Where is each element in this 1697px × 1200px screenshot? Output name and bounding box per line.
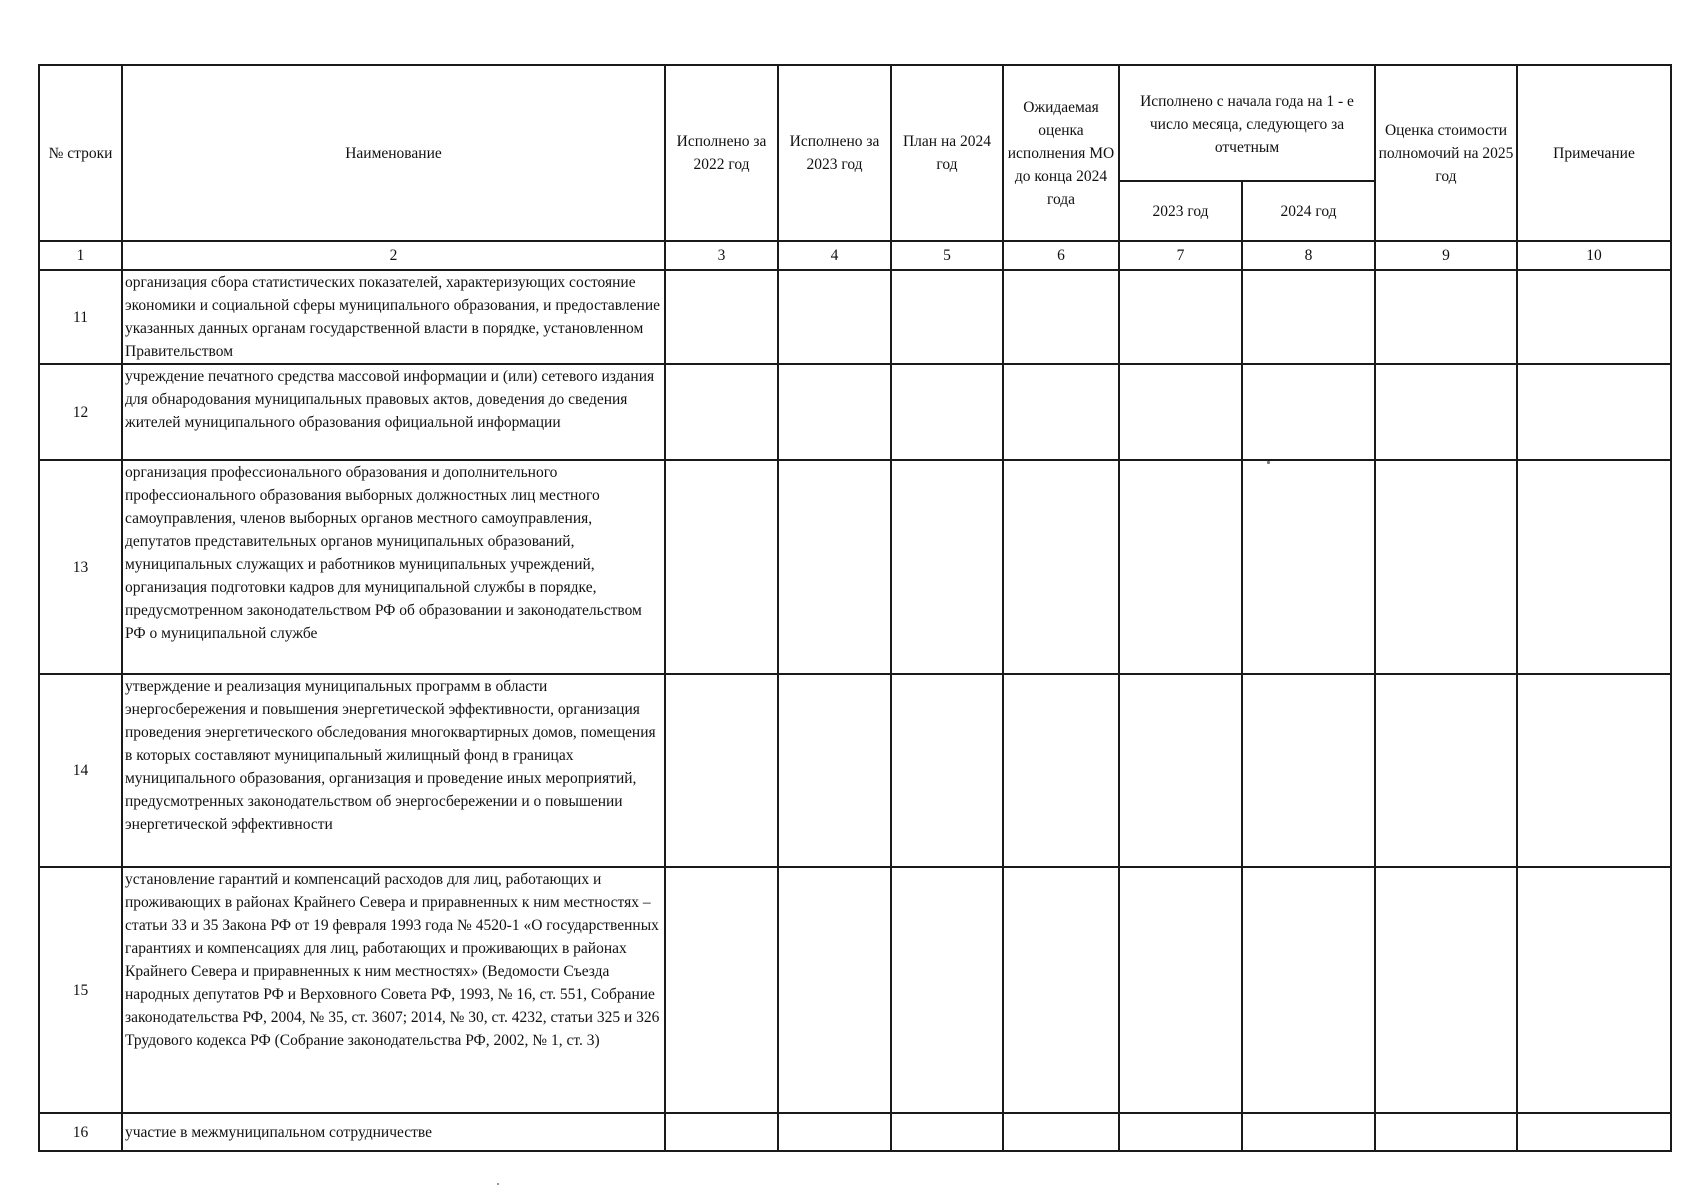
- header-row-no: № строки: [39, 65, 122, 241]
- cell-since-2024: [1242, 674, 1375, 867]
- cell-expected: [1003, 867, 1119, 1113]
- table-row: [39, 364, 1671, 460]
- cell-done-2023: [778, 1113, 891, 1151]
- cell-cost-2025: [1375, 460, 1517, 674]
- row-name: участие в межмуниципальном сотрудничестве: [122, 1113, 665, 1151]
- cell-cost-2025: [1375, 1113, 1517, 1151]
- cell-cost-2025: [1375, 270, 1517, 364]
- cell-done-2022: [665, 270, 778, 364]
- cell-plan-2024: [891, 1113, 1003, 1151]
- row-number: 13: [39, 460, 122, 674]
- column-index-4: 4: [778, 241, 891, 270]
- cell-since-2024: [1242, 364, 1375, 460]
- table-row: [39, 674, 1671, 867]
- cell-note: [1517, 1113, 1671, 1151]
- cell-done-2023: [778, 867, 891, 1113]
- cell-since-2024: [1242, 270, 1375, 364]
- cell-note: [1517, 270, 1671, 364]
- cell-plan-2024: [891, 270, 1003, 364]
- cell-expected: [1003, 270, 1119, 364]
- row-name: утверждение и реализация муниципальных программ в области энергосбережения и повышения энергетической эффективности, организация проведения энергетического обследования многоквартирных домов, помещения в которых составляют муниципальный жилищный фонд в границах муниципального образования, организация и проведение иных мероприятий, предусмотренных законодательством об энергосбережении и о повышении энергетической эффективности: [122, 674, 665, 867]
- row-name: установление гарантий и компенсаций расходов для лиц, работающих и проживающих в районах Крайнего Севера и приравненных к ним местностях – статьи 33 и 35 Закона РФ от 19 февраля 1993 года № 4520-1 «О государственных гарантиях и компенсациях для лиц, работающих и проживающих в районах Крайнего Севера и приравненных к ним местностях» (Ведомости Съезда народных депутатов РФ и Верховного Совета РФ, 1993, № 16, ст. 551, Собрание законодательства РФ, 2004, № 35, ст. 3607; 2014, № 30, ст. 4232, статьи 325 и 326 Трудового кодекса РФ (Собрание законодательства РФ, 2002, № 1, ст. 3): [122, 867, 665, 1113]
- cell-cost-2025: [1375, 364, 1517, 460]
- scan-speck: [497, 1183, 499, 1185]
- municipal-powers-table: [38, 64, 1672, 1152]
- header-since-2023: 2023 год: [1119, 181, 1242, 241]
- cell-done-2022: [665, 1113, 778, 1151]
- column-index-8: 8: [1242, 241, 1375, 270]
- column-index-3: 3: [665, 241, 778, 270]
- cell-done-2023: [778, 364, 891, 460]
- cell-since-2023: [1119, 674, 1242, 867]
- cell-since-2024: [1242, 460, 1375, 674]
- header-done-2023: Исполнено за 2023 год: [778, 65, 891, 241]
- cell-since-2023: [1119, 867, 1242, 1113]
- header-plan-2024: План на 2024 год: [891, 65, 1003, 241]
- row-number: 11: [39, 270, 122, 364]
- cell-expected: [1003, 460, 1119, 674]
- cell-note: [1517, 674, 1671, 867]
- cell-note: [1517, 867, 1671, 1113]
- cell-note: [1517, 460, 1671, 674]
- header-since-start: Исполнено с начала года на 1 - е число месяца, следующего за отчетным: [1119, 65, 1375, 181]
- cell-since-2024: [1242, 1113, 1375, 1151]
- cell-done-2022: [665, 867, 778, 1113]
- cell-note: [1517, 364, 1671, 460]
- header-name: Наименование: [122, 65, 665, 241]
- row-number: 15: [39, 867, 122, 1113]
- header-note: Примечание: [1517, 65, 1671, 241]
- scan-speck: [1267, 461, 1270, 464]
- header-expected: Ожидаемая оценка исполнения МО до конца 2024 года: [1003, 65, 1119, 241]
- cell-since-2023: [1119, 364, 1242, 460]
- cell-since-2023: [1119, 1113, 1242, 1151]
- cell-cost-2025: [1375, 867, 1517, 1113]
- row-name: организация профессионального образования и дополнительного профессионального образования выборных должностных лиц местного самоуправления, членов выборных органов местного самоуправления, депутатов представительных органов муниципальных образований, муниципальных служащих и работников муниципальных учреждений, организация подготовки кадров для муниципальной службы в порядке, предусмотренном законодательством РФ об образовании и законодательством РФ о муниципальной службе: [122, 460, 665, 674]
- header-done-2022: Исполнено за 2022 год: [665, 65, 778, 241]
- cell-done-2023: [778, 674, 891, 867]
- cell-done-2022: [665, 674, 778, 867]
- row-name: учреждение печатного средства массовой информации и (или) сетевого издания для обнародования муниципальных правовых актов, доведения до сведения жителей муниципального образования официальной информации: [122, 364, 665, 460]
- cell-expected: [1003, 1113, 1119, 1151]
- cell-plan-2024: [891, 674, 1003, 867]
- cell-done-2023: [778, 270, 891, 364]
- table-row: [39, 460, 1671, 674]
- column-index-9: 9: [1375, 241, 1517, 270]
- header-since-2024: 2024 год: [1242, 181, 1375, 241]
- cell-cost-2025: [1375, 674, 1517, 867]
- cell-since-2024: [1242, 867, 1375, 1113]
- row-name: организация сбора статистических показателей, характеризующих состояние экономики и социальной сферы муниципального образования, и предоставление указанных данных органам государственной власти в порядке, установленном Правительством: [122, 270, 665, 364]
- column-index-5: 5: [891, 241, 1003, 270]
- cell-plan-2024: [891, 867, 1003, 1113]
- table-row: [39, 1113, 1671, 1151]
- cell-done-2022: [665, 364, 778, 460]
- cell-done-2023: [778, 460, 891, 674]
- cell-done-2022: [665, 460, 778, 674]
- column-index-7: 7: [1119, 241, 1242, 270]
- column-index-2: 2: [122, 241, 665, 270]
- cell-since-2023: [1119, 270, 1242, 364]
- row-number: 16: [39, 1113, 122, 1151]
- table-row: [39, 270, 1671, 364]
- table-row: [39, 867, 1671, 1113]
- column-index-6: 6: [1003, 241, 1119, 270]
- budget-table-sheet: [38, 64, 1672, 1152]
- column-index-10: 10: [1517, 241, 1671, 270]
- row-number: 12: [39, 364, 122, 460]
- row-number: 14: [39, 674, 122, 867]
- cell-expected: [1003, 674, 1119, 867]
- cell-expected: [1003, 364, 1119, 460]
- column-index-1: 1: [39, 241, 122, 270]
- cell-since-2023: [1119, 460, 1242, 674]
- header-cost-2025: Оценка стоимости полномочий на 2025 год: [1375, 65, 1517, 241]
- cell-plan-2024: [891, 364, 1003, 460]
- cell-plan-2024: [891, 460, 1003, 674]
